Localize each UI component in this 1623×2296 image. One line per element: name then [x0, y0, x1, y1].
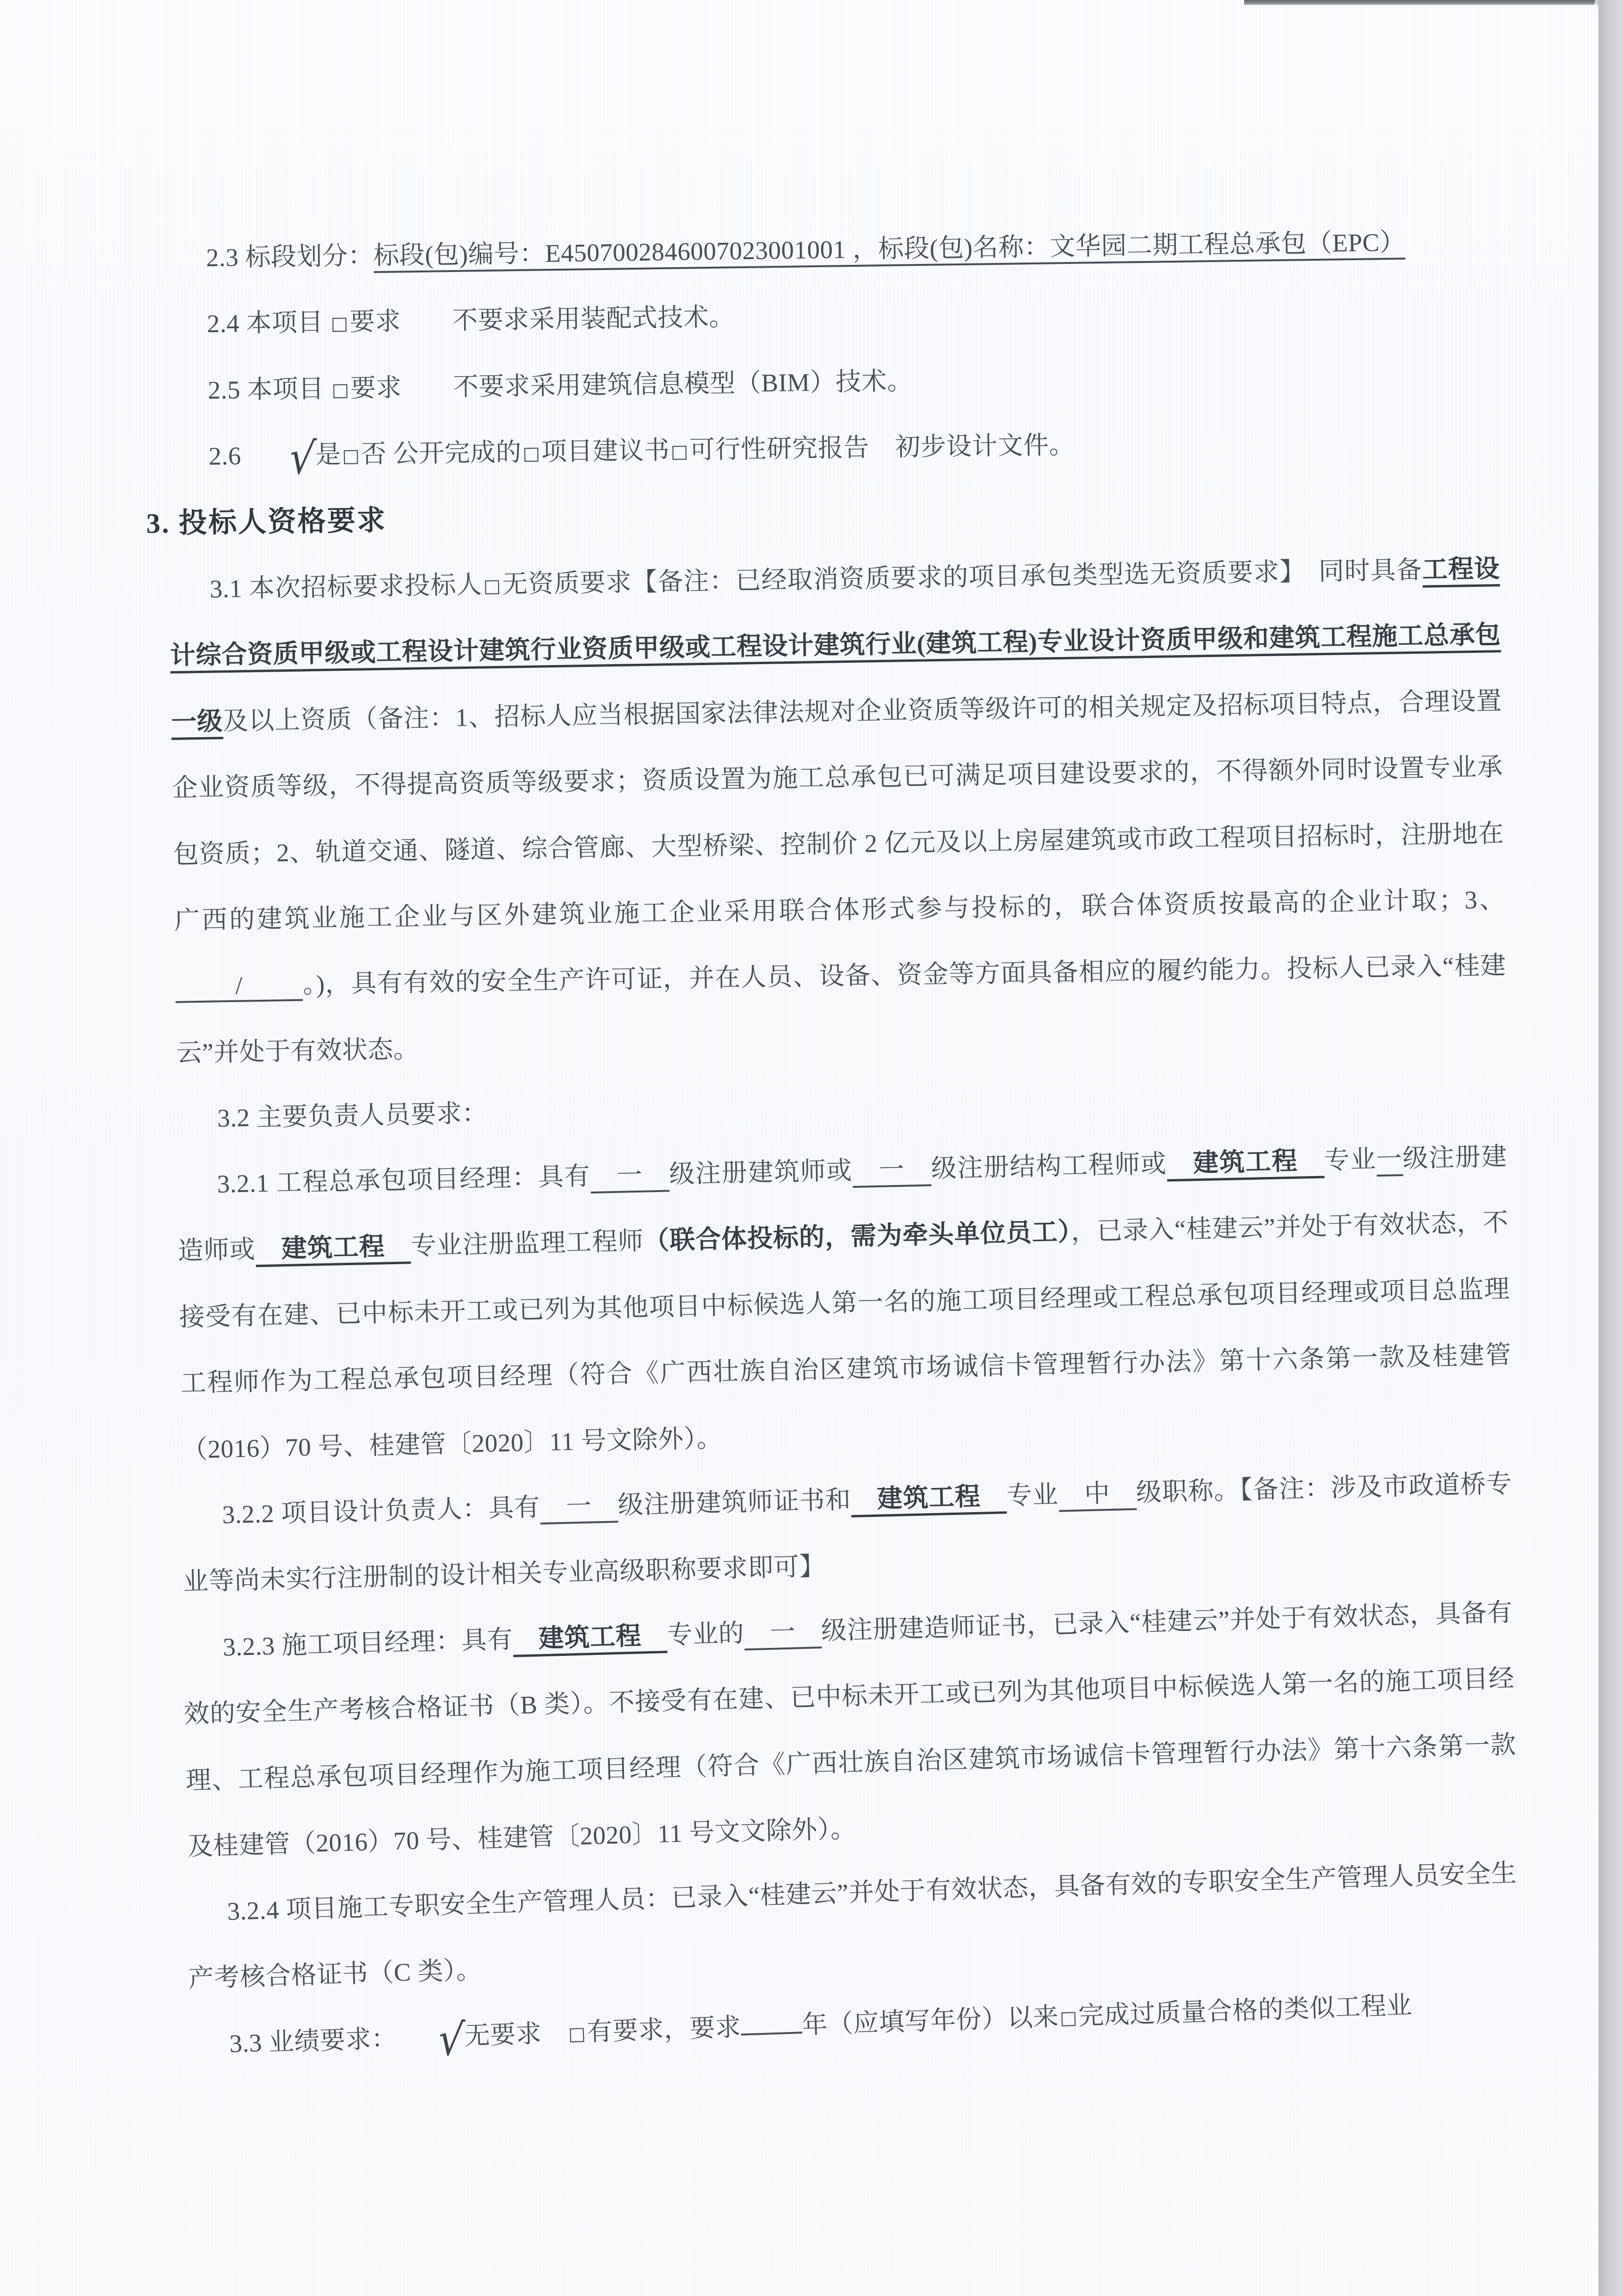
- text-run: 3.2.4 项目施工专职安全生产管理人员：已录入“桂建云”并处于有效状态，具备有效的专职安全生产管理人员安全生产考核合格证书（C 类）。: [188, 1859, 1517, 1993]
- text-run: 完成过质量合格的类似工程业: [1078, 1991, 1413, 2031]
- scanner-top-edge-shadow: [1244, 0, 1595, 5]
- text-run: 及以上资质（备注：1、招标人应当根据国家法律法规对企业资质等级许可的相关规定及招标项目特点，合理设置企业资质等级，不得提高资质等级要求；资质设置为施工总承包已可满足项目建设要求的，不得额外同时设置专业承包资质；2、轨道交通、隧道、综合管廊、大型桥梁、控制价 2 亿元及以上房屋建筑或市政工程项目招标时，注册地在广西的建筑业施工企业与区外建筑业施工企业采用联合体形式参与投标的，联合体资质按最高的企业计取；3、: [172, 686, 1506, 935]
- underlined-blank-value: 标段(包)编号：E4507002846007023001001 ，标段(包)名称：文华园二期工程总承包（EPC）: [373, 228, 1405, 273]
- bold-underlined-blank-value: 建筑工程: [1167, 1146, 1325, 1182]
- underlined-blank-value: 一: [1376, 1144, 1403, 1177]
- text-run: 3.1 本次招标要求投标人: [209, 570, 483, 603]
- text-run: 是: [315, 440, 342, 469]
- text-run: 否 公开完成的: [361, 438, 522, 469]
- text-run: 。)，具有有效的安全生产许可证，并在人员、设备、资金等方面具备相应的履约能力。投标人已录入“桂建云”并处于有效状态。: [176, 951, 1507, 1067]
- text-run: 2.3 标段划分：: [205, 241, 374, 272]
- bold-text-run: （联合体投标的，需为牵头单位员工）: [643, 1218, 1072, 1256]
- underlined-blank-value: 一: [744, 1617, 821, 1650]
- clause-3-2-1-epc-project-manager: [176, 1123, 1513, 1482]
- text-run: 级注册建造师或: [177, 1142, 1508, 1266]
- text-run: 级职称。【备注：涉及市政道桥专业等尚未实行注册制的设计相关专业高级职称要求即可】: [182, 1469, 1512, 1597]
- text-run: 级注册建造师证书，已录入“桂建云”并处于有效状态，具备有效的安全生产考核合格证书（B 类）。不接受有在建、已中标未开工或已列为其他项目中标候选人第一名的施工项目经理、工程总承包项目经理作为施工项目经理（符合《广西壮族自治区建筑市场诚信卡管理暂行办法》第十六条第一款及桂建管（2016）70 号、桂建管〔2020〕11 号文文除外）。: [183, 1598, 1516, 1861]
- text-run: 无要求: [464, 2018, 568, 2050]
- clause-3-1-qualification-requirement: [169, 535, 1508, 1086]
- text-run: 级注册建筑师证书和: [617, 1485, 852, 1520]
- fill-in-blank-line: /: [175, 971, 303, 1003]
- text-run: 专业注册监理工程师: [410, 1227, 644, 1260]
- text-run: 级注册结构工程师或: [931, 1149, 1167, 1183]
- underlined-blank-value: 一: [590, 1160, 670, 1193]
- text-run: 3.2.2 项目设计负责人：具有: [221, 1493, 541, 1529]
- bold-underlined-blank-value: 建筑工程: [512, 1621, 667, 1657]
- checkbox-glyph: □: [331, 379, 350, 401]
- checkbox-glyph: □: [330, 313, 349, 335]
- text-run: 3.2 主要负责人员要求：: [217, 1099, 488, 1132]
- text-run: 3.3 业绩要求：: [229, 2024, 398, 2058]
- text-run: 2.4 本项目: [206, 308, 330, 338]
- underlined-blank-value: 中: [1058, 1479, 1137, 1512]
- checkbox-glyph: □: [568, 2023, 586, 2045]
- text-run: 级注册建筑师或: [669, 1156, 853, 1189]
- text-run: 要求 不要求采用建筑信息模型（BIM）技术。: [350, 367, 913, 403]
- fill-in-blank-line: [741, 2032, 803, 2035]
- bold-underlined-blank-value: 工程设计综合资质甲级或工程设计建筑行业资质甲级或工程设计建筑行业(建筑工程)专业设计资质甲级和建筑工程施工总承包一级: [170, 554, 1501, 740]
- text-run: 年（应填写年份）以来: [801, 2002, 1059, 2040]
- checkbox-glyph: □: [522, 443, 541, 465]
- text-run: 2.5 本项目: [207, 374, 331, 404]
- checkbox-glyph: □: [483, 575, 501, 597]
- text-run: 有要求，要求: [586, 2013, 742, 2047]
- clause-3-2-3-construction-project-manager: [181, 1579, 1519, 1880]
- text-run: 2.6: [208, 441, 248, 470]
- text-run: 专业: [1324, 1145, 1377, 1175]
- text-run: 要求 不要求采用装配式技术。: [349, 303, 735, 337]
- checkbox-glyph: □: [1059, 2007, 1078, 2029]
- bold-underlined-blank-value: 建筑工程: [851, 1481, 1007, 1517]
- text-run: 3.2.3 施工项目经理：具有: [222, 1625, 514, 1662]
- underlined-blank-value: 一: [540, 1491, 619, 1524]
- checkmark-glyph: √: [287, 430, 318, 486]
- text-run: 3.2.1 工程总承包项目经理：具有: [217, 1162, 591, 1199]
- text-run: 无资质要求【备注：已经取消资质要求的项目承包类型选无资质要求】 同时具备: [502, 555, 1423, 599]
- document-body: [146, 208, 1520, 2078]
- text-run: 项目建议书: [541, 436, 670, 466]
- text-run: 专业的: [666, 1619, 745, 1649]
- checkbox-glyph: □: [342, 445, 360, 467]
- text-run: 3. 投标人资格要求: [146, 504, 387, 539]
- checkbox-glyph: □: [671, 441, 689, 463]
- text-run: ，已录入“桂建云”并处于有效状态，不接受有在建、已中标未开工或已列为其他项目中标候选人第一名的施工项目经理或工程总承包项目经理或项目总监理工程师作为工程总承包项目经理（符合《广西壮族自治区建筑市场诚信卡管理暂行办法》第十六条第一款及桂建管（2016）70 号、桂建管〔2020〕11 号文除外）。: [179, 1208, 1512, 1464]
- underlined-blank-value: 一: [852, 1155, 931, 1188]
- text-run: 可行性研究报告 初步设计文件。: [689, 430, 1075, 464]
- scanner-right-edge-shadow: [1598, 0, 1623, 2296]
- checkmark-glyph: √: [436, 2012, 467, 2067]
- bold-underlined-blank-value: 建筑工程: [255, 1232, 411, 1267]
- text-run: 专业: [1006, 1480, 1059, 1510]
